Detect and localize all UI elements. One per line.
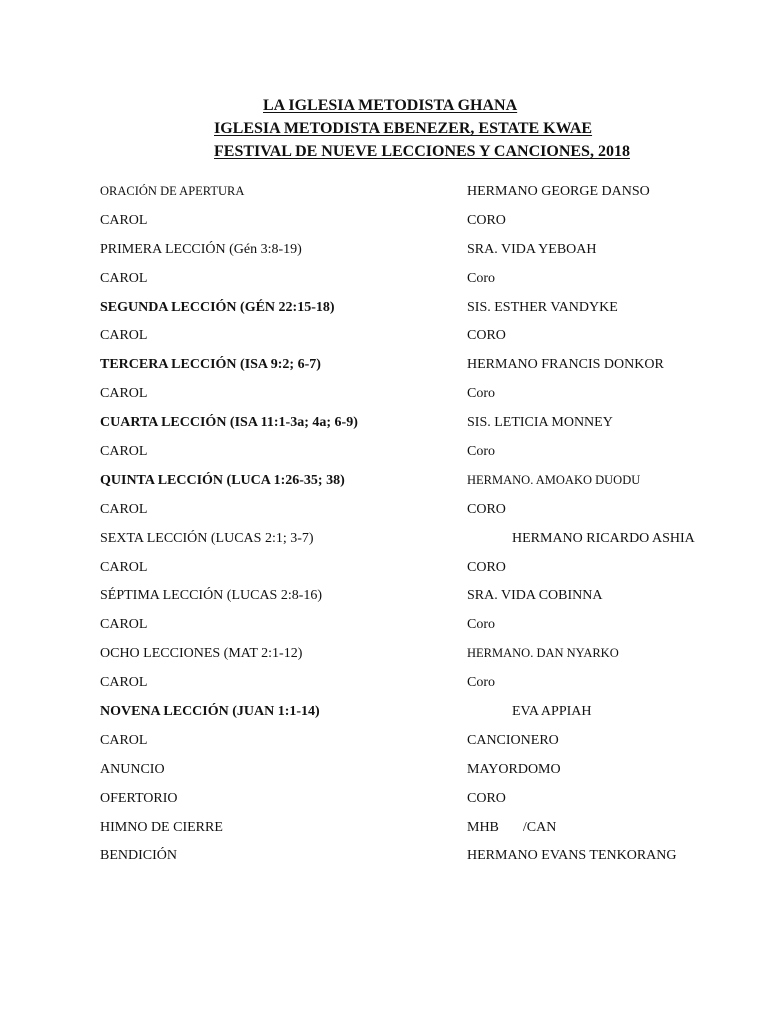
program-row-lesson-7 [100, 588, 720, 617]
program-person [467, 820, 556, 836]
program-item: CAROL [100, 501, 148, 517]
program-person: Coro [467, 675, 495, 691]
program-item: CUARTA LECCIÓN (ISA 11:1-3a; 4a; 6-9) [100, 415, 358, 431]
program-row-carol [100, 560, 720, 589]
program-row-lesson-5 [100, 473, 720, 502]
program-item: CAROL [100, 270, 148, 286]
program-item: ORACIÓN DE APERTURA [100, 184, 245, 198]
program-item: CAROL [100, 732, 148, 748]
program-item: CAROL [100, 212, 148, 228]
program-person: HERMANO. DAN NYARKO [467, 646, 619, 661]
program-row-carol [100, 733, 720, 762]
program-item: CAROL [100, 328, 148, 344]
program-item: QUINTA LECCIÓN (LUCA 1:26-35; 38) [100, 472, 345, 488]
program-item: SÉPTIMA LECCIÓN (LUCAS 2:8-16) [100, 588, 323, 604]
program-item: BENDICIÓN [100, 848, 177, 864]
program-person: Coro [467, 444, 495, 460]
program-row-offertory [100, 791, 720, 820]
program-item: CAROL [100, 675, 148, 691]
program-person: CANCIONERO [467, 732, 559, 748]
program-person: SIS. ESTHER VANDYKE [467, 299, 618, 315]
program-person: HERMANO EVANS TENKORANG [467, 848, 677, 864]
program-row-lesson-3 [100, 357, 720, 386]
program-row-carol [100, 271, 720, 300]
program-row-lesson-9 [100, 704, 720, 733]
program-person: CORO [467, 328, 506, 344]
program-item: HIMNO DE CIERRE [100, 819, 223, 835]
program-person: HERMANO RICARDO ASHIA [512, 530, 695, 546]
program-item: SEGUNDA LECCIÓN (GÉN 22:15-18) [100, 299, 335, 315]
program-person: MAYORDOMO [467, 761, 561, 777]
program-person: HERMANO FRANCIS DONKOR [467, 357, 664, 373]
program-row-opening-prayer [100, 184, 720, 213]
program-item: OCHO LECCIONES (MAT 2:1-12) [100, 646, 303, 662]
program-row-benediction [100, 848, 720, 877]
program-row-carol [100, 213, 720, 242]
program-person: EVA APPIAH [512, 704, 592, 720]
program-item: TERCERA LECCIÓN (ISA 9:2; 6-7) [100, 357, 321, 373]
hymnal-can: /CAN [522, 819, 557, 835]
program-item: CAROL [100, 386, 148, 402]
program-row-lesson-1 [100, 242, 720, 271]
program-person: HERMANO GEORGE DANSO [467, 184, 650, 199]
program-person: Coro [467, 386, 495, 402]
program-person: Coro [467, 270, 495, 286]
program-person: SIS. LETICIA MONNEY [467, 415, 613, 431]
program-person: CORO [467, 212, 506, 228]
program-item: CAROL [100, 559, 148, 575]
program-row-lesson-6 [100, 531, 720, 560]
hymnal-mhb: MHB [467, 819, 499, 835]
program-person: CORO [467, 559, 506, 575]
document-title: LA IGLESIA METODISTA GHANA [263, 97, 518, 114]
program-item: CAROL [100, 444, 148, 460]
program-item: OFERTORIO [100, 790, 178, 806]
program-item: NOVENA LECCIÓN (JUAN 1:1-14) [100, 704, 320, 720]
program-person: CORO [467, 790, 506, 806]
program-row-carol [100, 444, 720, 473]
program-item: SEXTA LECCIÓN (LUCAS 2:1; 3-7) [100, 530, 314, 546]
program-row-carol [100, 502, 720, 531]
event-title: FESTIVAL DE NUEVE LECCIONES Y CANCIONES, 2018 [214, 143, 630, 160]
program-row-carol [100, 328, 720, 357]
program-row-announcements [100, 762, 720, 791]
program-row-lesson-8 [100, 646, 720, 675]
program-row-carol [100, 617, 720, 646]
program-list [100, 184, 720, 877]
program-row-lesson-2 [100, 300, 720, 329]
program-person: CORO [467, 501, 506, 517]
program-person: SRA. VIDA YEBOAH [467, 241, 597, 257]
church-name: IGLESIA METODISTA EBENEZER, ESTATE KWAE [214, 120, 593, 137]
program-person: HERMANO. AMOAKO DUODU [467, 472, 641, 487]
program-person: SRA. VIDA COBINNA [467, 588, 603, 604]
program-row-closing-hymn [100, 820, 720, 849]
program-row-carol [100, 675, 720, 704]
program-item: PRIMERA LECCIÓN (Gén 3:8-19) [100, 241, 302, 257]
program-row-carol [100, 386, 720, 415]
program-person: Coro [467, 617, 495, 633]
program-item: CAROL [100, 617, 148, 633]
program-row-lesson-4 [100, 415, 720, 444]
program-item: ANUNCIO [100, 761, 165, 777]
